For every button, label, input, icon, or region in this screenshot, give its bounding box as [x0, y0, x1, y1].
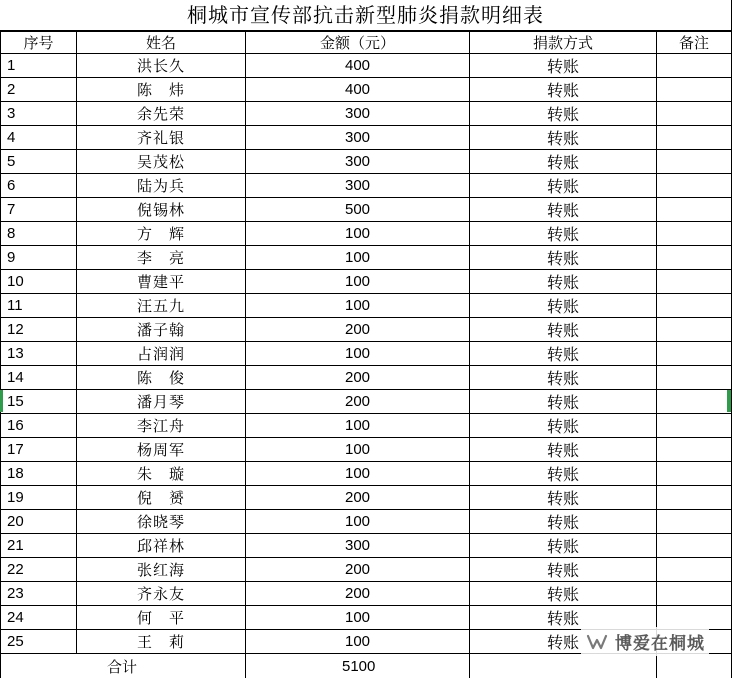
cell-method[interactable]: 转账: [470, 222, 657, 246]
cell-method[interactable]: 转账: [470, 174, 657, 198]
header-note[interactable]: 备注: [657, 32, 732, 54]
cell-name[interactable]: 余先荣: [77, 102, 246, 126]
cell-amount[interactable]: 200: [246, 582, 470, 606]
cell-index[interactable]: 24: [1, 606, 77, 630]
cell-method[interactable]: 转账: [470, 150, 657, 174]
cell-amount[interactable]: 100: [246, 222, 470, 246]
cell-amount[interactable]: 100: [246, 438, 470, 462]
cell-name[interactable]: 陈 炜: [77, 78, 246, 102]
table-row: [1, 462, 732, 486]
cell-index[interactable]: 15: [1, 390, 77, 414]
cell-index[interactable]: 19: [1, 486, 77, 510]
cell-amount[interactable]: 500: [246, 198, 470, 222]
cell-index[interactable]: 1: [1, 54, 77, 78]
cell-name[interactable]: 潘月琴: [77, 390, 246, 414]
cell-amount[interactable]: 300: [246, 102, 470, 126]
cell-method[interactable]: 转账: [470, 318, 657, 342]
table-row: [1, 246, 732, 270]
table-row: [1, 294, 732, 318]
cell-amount[interactable]: 200: [246, 318, 470, 342]
cell-method[interactable]: 转账: [470, 342, 657, 366]
cell-amount[interactable]: 100: [246, 510, 470, 534]
cell-method[interactable]: 转账: [470, 270, 657, 294]
cell-note[interactable]: [657, 510, 732, 534]
cell-method[interactable]: 转账: [470, 198, 657, 222]
total-note-cell[interactable]: [657, 654, 732, 678]
cell-note[interactable]: [657, 486, 732, 510]
cell-method[interactable]: 转账: [470, 630, 657, 654]
table-row: [1, 486, 732, 510]
cell-note[interactable]: [657, 150, 732, 174]
cell-note[interactable]: [657, 342, 732, 366]
cell-index[interactable]: 17: [1, 438, 77, 462]
header-amount[interactable]: 金额（元）: [246, 32, 470, 54]
cell-amount[interactable]: 100: [246, 342, 470, 366]
cell-name[interactable]: 李江舟: [77, 414, 246, 438]
total-method-cell[interactable]: [470, 654, 657, 678]
cell-index[interactable]: 16: [1, 414, 77, 438]
cell-note[interactable]: [657, 222, 732, 246]
cell-index[interactable]: 18: [1, 462, 77, 486]
cell-method[interactable]: 转账: [470, 606, 657, 630]
cell-index[interactable]: 12: [1, 318, 77, 342]
cell-name[interactable]: 王 莉: [77, 630, 246, 654]
cell-name[interactable]: 陆为兵: [77, 174, 246, 198]
cell-amount[interactable]: 100: [246, 414, 470, 438]
total-amount[interactable]: 5100: [246, 654, 470, 678]
cell-index[interactable]: 11: [1, 294, 77, 318]
cell-name[interactable]: 徐晓琴: [77, 510, 246, 534]
cell-method[interactable]: 转账: [470, 54, 657, 78]
cell-index[interactable]: 25: [1, 630, 77, 654]
cell-name[interactable]: 占润润: [77, 342, 246, 366]
cell-name[interactable]: 何 平: [77, 606, 246, 630]
table-row: [1, 198, 732, 222]
table-row: [1, 102, 732, 126]
cell-method[interactable]: 转账: [470, 558, 657, 582]
table-row: [1, 342, 732, 366]
cell-note[interactable]: [657, 102, 732, 126]
cell-index[interactable]: 10: [1, 270, 77, 294]
table-row: [1, 390, 732, 414]
cell-index[interactable]: 14: [1, 366, 77, 390]
cell-amount[interactable]: 300: [246, 174, 470, 198]
cell-amount[interactable]: 200: [246, 558, 470, 582]
cell-amount[interactable]: 100: [246, 246, 470, 270]
table-row: [1, 534, 732, 558]
cell-name[interactable]: 杨周军: [77, 438, 246, 462]
cell-method[interactable]: 转账: [470, 246, 657, 270]
cell-note[interactable]: [657, 606, 732, 630]
cell-note[interactable]: [657, 174, 732, 198]
header-index[interactable]: 序号: [1, 32, 77, 54]
cell-amount[interactable]: 100: [246, 462, 470, 486]
cell-note[interactable]: [657, 438, 732, 462]
cell-method[interactable]: 转账: [470, 102, 657, 126]
cell-index[interactable]: 4: [1, 126, 77, 150]
watermark-text: 博爱在桐城: [615, 634, 705, 654]
cell-name[interactable]: 潘子翰: [77, 318, 246, 342]
cell-name[interactable]: 倪 赟: [77, 486, 246, 510]
total-label[interactable]: 合计: [1, 654, 246, 678]
document-title: 桐城市宣传部抗击新型肺炎捐款明细表: [0, 0, 731, 31]
header-method[interactable]: 捐款方式: [470, 32, 657, 54]
cell-note[interactable]: [657, 534, 732, 558]
cell-name[interactable]: 朱 璇: [77, 462, 246, 486]
table-body: [1, 54, 732, 654]
watermark: [581, 627, 709, 656]
cell-note[interactable]: [657, 198, 732, 222]
cell-name[interactable]: 邱祥林: [77, 534, 246, 558]
cell-method[interactable]: 转账: [470, 462, 657, 486]
table-row: [1, 78, 732, 102]
table-row: [1, 54, 732, 78]
header-name[interactable]: 姓名: [77, 32, 246, 54]
cell-method[interactable]: 转账: [470, 294, 657, 318]
selected-row-marker-right: [727, 390, 731, 412]
total-row: [1, 654, 732, 678]
table-row: [1, 174, 732, 198]
cell-method[interactable]: 转账: [470, 438, 657, 462]
cell-note[interactable]: [657, 294, 732, 318]
donation-table: [0, 31, 732, 678]
cell-note[interactable]: [657, 246, 732, 270]
cell-index[interactable]: 9: [1, 246, 77, 270]
cell-amount[interactable]: 100: [246, 630, 470, 654]
cell-name[interactable]: 齐永友: [77, 582, 246, 606]
cell-amount[interactable]: 100: [246, 270, 470, 294]
cell-method[interactable]: 转账: [470, 534, 657, 558]
table-row: [1, 606, 732, 630]
cell-note[interactable]: [657, 390, 732, 414]
cell-name[interactable]: 汪五九: [77, 294, 246, 318]
cell-name[interactable]: 曹建平: [77, 270, 246, 294]
cell-index[interactable]: 23: [1, 582, 77, 606]
header-row: [1, 32, 732, 54]
table-row: [1, 366, 732, 390]
cell-method[interactable]: 转账: [470, 78, 657, 102]
cell-name[interactable]: 齐礼银: [77, 126, 246, 150]
table-row: [1, 126, 732, 150]
table-row: [1, 270, 732, 294]
cell-index[interactable]: 8: [1, 222, 77, 246]
table-row: [1, 150, 732, 174]
cell-amount[interactable]: 200: [246, 390, 470, 414]
table-row: [1, 438, 732, 462]
table-row: [1, 582, 732, 606]
cell-name[interactable]: 吴茂松: [77, 150, 246, 174]
table-row: [1, 318, 732, 342]
cell-amount[interactable]: 100: [246, 606, 470, 630]
cell-method[interactable]: 转账: [470, 366, 657, 390]
cell-amount[interactable]: 400: [246, 54, 470, 78]
table-row: [1, 222, 732, 246]
cell-amount[interactable]: 200: [246, 486, 470, 510]
cell-amount[interactable]: 300: [246, 126, 470, 150]
cell-index[interactable]: 6: [1, 174, 77, 198]
cell-name[interactable]: 张红海: [77, 558, 246, 582]
cell-amount[interactable]: 300: [246, 534, 470, 558]
cell-index[interactable]: 7: [1, 198, 77, 222]
cell-method[interactable]: 转账: [470, 390, 657, 414]
cell-name[interactable]: 方 辉: [77, 222, 246, 246]
cell-index[interactable]: 21: [1, 534, 77, 558]
cell-amount[interactable]: 100: [246, 294, 470, 318]
selected-row-marker-left: [0, 390, 3, 412]
cell-amount[interactable]: 300: [246, 150, 470, 174]
cell-index[interactable]: 13: [1, 342, 77, 366]
cell-amount[interactable]: 200: [246, 366, 470, 390]
cell-note[interactable]: [657, 318, 732, 342]
cell-index[interactable]: 5: [1, 150, 77, 174]
cell-note[interactable]: [657, 126, 732, 150]
cell-index[interactable]: 2: [1, 78, 77, 102]
cell-note[interactable]: [657, 462, 732, 486]
cell-note[interactable]: [657, 270, 732, 294]
cell-note[interactable]: [657, 558, 732, 582]
cell-index[interactable]: 20: [1, 510, 77, 534]
cell-note[interactable]: [657, 366, 732, 390]
cell-note[interactable]: [657, 78, 732, 102]
cell-amount[interactable]: 400: [246, 78, 470, 102]
cell-method[interactable]: 转账: [470, 126, 657, 150]
table-row: [1, 414, 732, 438]
cell-method[interactable]: 转账: [470, 510, 657, 534]
cell-method[interactable]: 转账: [470, 414, 657, 438]
cell-method[interactable]: 转账: [470, 486, 657, 510]
cell-name[interactable]: 李 亮: [77, 246, 246, 270]
cell-note[interactable]: [657, 414, 732, 438]
wechat-channel-icon: [585, 632, 609, 652]
cell-method[interactable]: 转账: [470, 582, 657, 606]
cell-name[interactable]: 陈 俊: [77, 366, 246, 390]
cell-note[interactable]: [657, 582, 732, 606]
cell-name[interactable]: 洪长久: [77, 54, 246, 78]
cell-name[interactable]: 倪锡林: [77, 198, 246, 222]
cell-note[interactable]: [657, 54, 732, 78]
cell-index[interactable]: 22: [1, 558, 77, 582]
cell-index[interactable]: 3: [1, 102, 77, 126]
table-row: [1, 558, 732, 582]
table-row: [1, 510, 732, 534]
